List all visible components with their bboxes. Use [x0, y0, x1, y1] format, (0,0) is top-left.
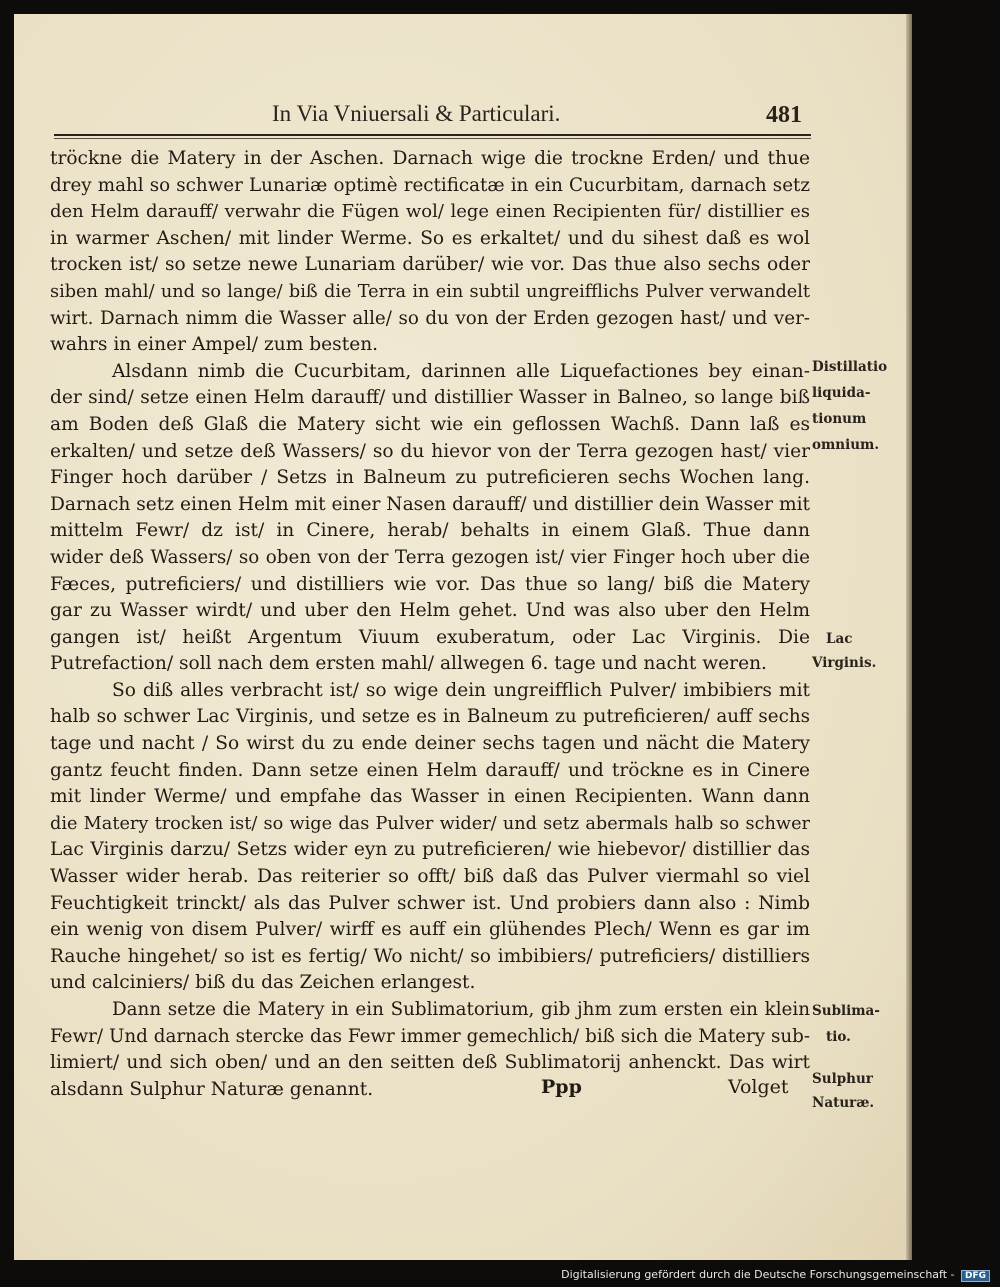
margin-note-lac-virginis: Lac [826, 631, 853, 647]
text-line: limiert/ und sich oben/ und an den seitten deß Sublimatorij anhenckt. Das wirt [50, 1052, 810, 1074]
text-line: So diß alles verbracht ist/ so wige dein ungreifflich Pulver/ imbibiers mit [112, 679, 810, 701]
text-line: Darnach setz einen Helm mit einer Nasen darauff/ und distillier dein Wasser mit [50, 493, 810, 515]
header-rule-thin [54, 138, 811, 139]
text-line: gar zu Wasser wirdt/ und uber den Helm gehet. Und was also uber den Helm [50, 600, 810, 622]
text-line: wahrs in einer Ampel/ zum besten. [50, 334, 379, 356]
page-number: 481 [766, 102, 802, 128]
body-text [50, 146, 810, 1103]
margin-note-distillatio: Distillatio [812, 359, 888, 375]
text-line: Fæces, putreficiers/ und distilliers wie vor. Das thue so lang/ biß die Matery [50, 573, 810, 595]
digitization-credit [561, 1268, 990, 1282]
text-line: tröckne die Matery in der Aschen. Darnach wige die trockne Erden/ und thue [50, 148, 810, 169]
text-line: Wasser wider herab. Das reiterier so offt/ biß daß das Pulver viermahl so viel [50, 866, 810, 888]
margin-note-distillatio: liquida- [812, 385, 871, 401]
text-line: tage und nacht / So wirst du zu ende deiner sechs tagen und nächt die Matery [50, 733, 810, 755]
text-line: in warmer Aschen/ mit linder Werme. So es erkaltet/ und du sihest daß es wol [50, 227, 810, 249]
text-line: Alsdann nimb die Cucurbitam, darinnen alle Liquefactiones bey einan- [112, 360, 810, 382]
text-line: am Boden deß Glaß die Matery sicht wie ein geflossen Wachß. Dann laß es [50, 413, 810, 435]
text-line: Finger hoch darüber / Setzs in Balneum zu putreficieren sechs Wochen lang. [50, 467, 810, 489]
text-line: Lac Virginis darzu/ Setzs wider eyn zu putreficieren/ wie hiebevor/ distillier das [50, 839, 810, 861]
text-line: Dann setze die Matery in ein Sublimatorium, gib jhm zum ersten ein klein [112, 999, 810, 1020]
signature-mark: Ppp [541, 1076, 582, 1098]
margin-note-distillatio: omnium. [812, 437, 880, 453]
text-line: ein wenig von disem Pulver/ wirff es auff ein glühendes Plech/ Wenn es gar im [50, 919, 810, 941]
margin-note-lac-virginis: Virginis. [812, 655, 877, 671]
text-line: gantz feucht finden. Dann setze einen Helm darauff/ und tröckne es in Cinere [50, 759, 810, 781]
margin-note-sulphur-naturae: Sulphur [812, 1071, 873, 1087]
text-line: der sind/ setze einen Helm darauff/ und distillier Wasser in Balneo, so lange biß [50, 387, 810, 409]
book-page [14, 14, 910, 1260]
text-line: halb so schwer Lac Virginis, und setze es in Balneum zu putreficieren/ auff sechs [50, 706, 810, 728]
text-line: trocken ist/ so setze newe Lunariam darüber/ wie vor. Das thue also sechs oder [50, 254, 810, 276]
text-line: siben mahl/ und so lange/ biß die Terra in ein subtil ungreifflichs Pulver verwandelt [50, 281, 810, 302]
margin-note-sublimatio: tio. [826, 1029, 851, 1045]
running-title: In Via Vniuersali & Particulari. [272, 101, 561, 126]
text-line: mittelm Fewr/ dz ist/ in Cinere, herab/ behalts in einem Glaß. Thue dann [50, 520, 810, 542]
text-line: wirt. Darnach nimm die Wasser alle/ so du von der Erden gezogen hast/ und ver- [50, 307, 810, 329]
text-line: Fewr/ Und darnach stercke das Fewr immer gemechlich/ biß sich die Matery sub- [50, 1025, 810, 1047]
text-line: alsdann Sulphur Naturæ genannt. [50, 1078, 374, 1100]
text-line: mit linder Werme/ und empfahe das Wasser in einen Recipienten. Wann dann [50, 786, 810, 808]
catchword: Volget [728, 1076, 789, 1098]
digitization-credit-text: Digitalisierung gefördert durch die Deutsche Forschungsgemeinschaft - [561, 1268, 955, 1281]
dfg-logo-icon: DFG [961, 1270, 990, 1282]
page-edge [906, 14, 912, 1260]
margin-note-sulphur-naturae: Naturæ. [812, 1095, 875, 1111]
text-line: den Helm darauff/ verwahr die Fügen wol/ lege einen Recipienten für/ distillier es [50, 201, 810, 223]
text-line: wider deß Wassers/ so oben von der Terra gezogen ist/ vier Finger hoch uber die [50, 546, 810, 568]
text-line: Rauche hingehet/ so ist es fertig/ Wo nicht/ so imbibiers/ putreficiers/ distilliers [50, 945, 810, 967]
margin-note-sublimatio: Sublima- [812, 1003, 880, 1019]
margin-note-distillatio: tionum [812, 411, 867, 427]
text-line: Putrefaction/ soll nach dem ersten mahl/ allwegen 6. tage und nacht weren. [50, 653, 767, 675]
text-line: Feuchtigkeit trinckt/ als das Pulver schwer ist. Und probiers dann also : Nimb [50, 892, 810, 914]
header-rule [54, 134, 811, 136]
text-line: gangen ist/ heißt Argentum Viuum exuberatum, oder Lac Virginis. Die [50, 626, 810, 648]
text-line: erkalten/ und setze deß Wassers/ so du hievor von der Terra gezogen hast/ vier [50, 440, 810, 462]
text-line: und calciniers/ biß du das Zeichen erlangest. [50, 972, 476, 994]
text-line: drey mahl so schwer Lunariæ optimè rectificatæ in ein Cucurbitam, darnach setz [50, 174, 810, 196]
text-line: die Matery trocken ist/ so wige das Pulver wider/ und setz abermals halb so schwer [50, 813, 810, 834]
